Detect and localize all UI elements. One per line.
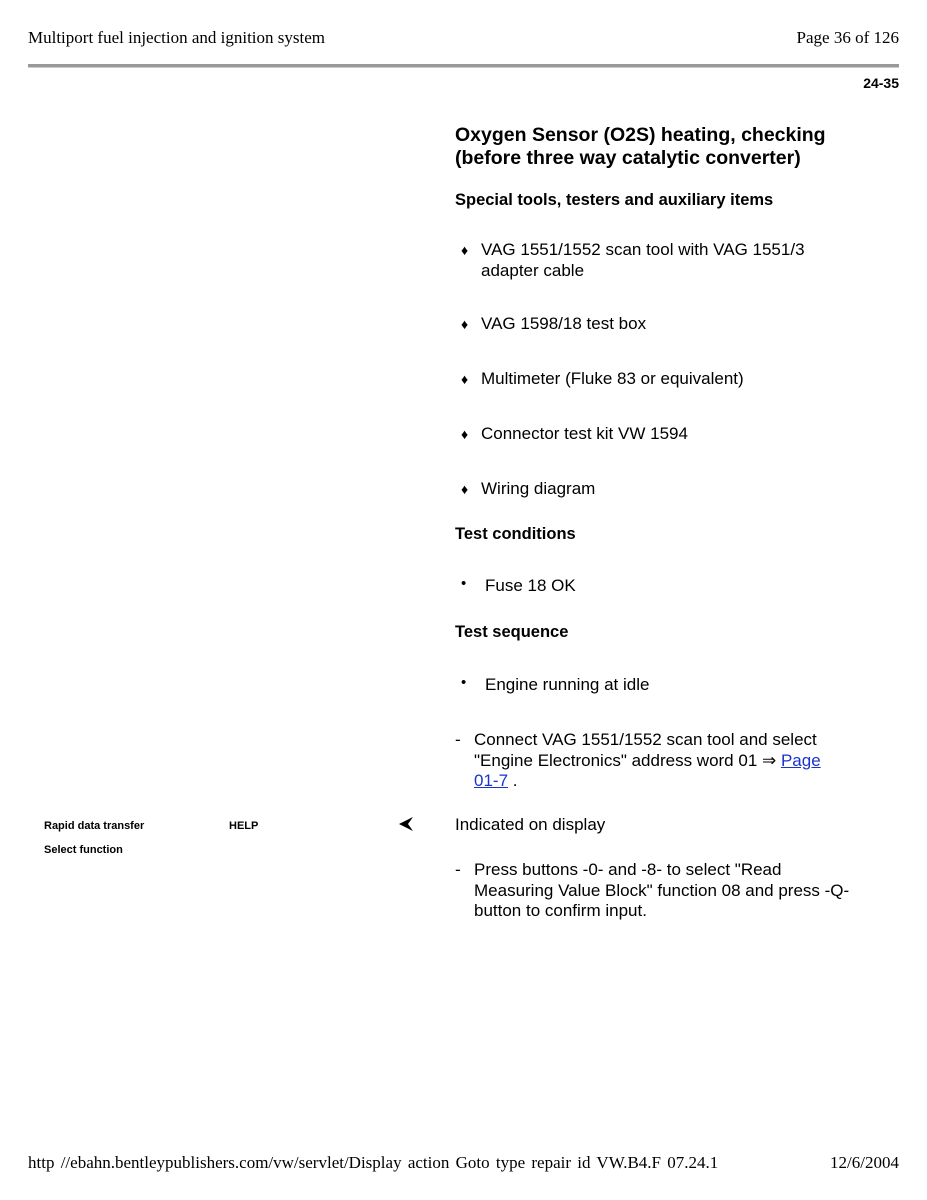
procedure-title bbox=[455, 124, 895, 170]
step-select-line3: button to confirm input. bbox=[474, 901, 647, 920]
tools-heading: Special tools, testers and auxiliary items bbox=[455, 191, 774, 209]
diamond-bullet-icon: ♦ bbox=[461, 426, 469, 442]
condition-item bbox=[461, 576, 881, 597]
display-line2-left: Select function bbox=[44, 844, 123, 856]
dash-marker: - bbox=[455, 860, 461, 879]
diamond-bullet-icon: ♦ bbox=[461, 481, 469, 497]
step-connect bbox=[455, 730, 885, 792]
tool-item bbox=[461, 479, 881, 500]
procedure-title-line2: (before three way catalytic converter) bbox=[455, 147, 801, 169]
diamond-bullet-icon: ♦ bbox=[461, 371, 469, 387]
tool-item-text: Wiring diagram bbox=[481, 479, 596, 498]
tool-item-text: Connector test kit VW 1594 bbox=[481, 424, 688, 443]
section-code: 24-35 bbox=[863, 75, 899, 91]
tool-item-text: adapter cable bbox=[481, 260, 585, 280]
footer-date: 12/6/2004 bbox=[830, 1153, 899, 1172]
step-select-line1: Press buttons -0- and -8- to select "Read bbox=[474, 860, 782, 879]
footer-url: http //ebahn.bentleypublishers.com/vw/servlet/Display action Goto type repair id VW.B4.F 07.24.1 bbox=[28, 1153, 719, 1172]
procedure-title-line1: Oxygen Sensor (O2S) heating, checking bbox=[455, 124, 826, 146]
step-connect-line2: "Engine Electronics" address word 01 ⇒ bbox=[474, 750, 781, 770]
dot-bullet-icon: • bbox=[461, 575, 467, 592]
display-line1-right: HELP bbox=[229, 820, 259, 832]
tool-item-text: Multimeter (Fluke 83 or equivalent) bbox=[481, 369, 744, 388]
page-number: Page 36 of 126 bbox=[796, 28, 899, 47]
conditions-heading: Test conditions bbox=[455, 525, 576, 543]
tool-item-text: VAG 1598/18 test box bbox=[481, 314, 647, 333]
sequence-heading: Test sequence bbox=[455, 623, 569, 641]
header-divider bbox=[28, 64, 899, 68]
display-indication: Indicated on display bbox=[455, 815, 606, 834]
dash-marker: - bbox=[455, 730, 461, 749]
tool-item-text: VAG 1551/1552 scan tool with VAG 1551/3 bbox=[481, 240, 805, 259]
tool-item bbox=[461, 314, 881, 335]
display-line1-left: Rapid data transfer bbox=[44, 820, 145, 832]
page-link[interactable]: 01-7 bbox=[474, 771, 509, 790]
page-link[interactable]: Page bbox=[780, 750, 821, 770]
sequence-item-text: Engine running at idle bbox=[485, 675, 650, 694]
diamond-bullet-icon: ♦ bbox=[461, 316, 469, 332]
pointer-arrow-icon bbox=[397, 814, 415, 834]
sequence-item bbox=[461, 675, 881, 696]
condition-item-text: Fuse 18 OK bbox=[485, 576, 576, 595]
tool-item bbox=[461, 240, 881, 281]
dot-bullet-icon: • bbox=[461, 674, 467, 691]
step-connect-suffix: . bbox=[508, 771, 518, 790]
tool-item bbox=[461, 369, 881, 390]
step-connect-line1: Connect VAG 1551/1552 scan tool and select bbox=[474, 730, 817, 749]
tool-item bbox=[461, 424, 881, 445]
document-title: Multiport fuel injection and ignition system bbox=[28, 28, 325, 47]
diamond-bullet-icon: ♦ bbox=[461, 242, 469, 258]
step-select-function bbox=[455, 860, 885, 922]
step-select-line2: Measuring Value Block" function 08 and press -Q- bbox=[474, 880, 850, 900]
